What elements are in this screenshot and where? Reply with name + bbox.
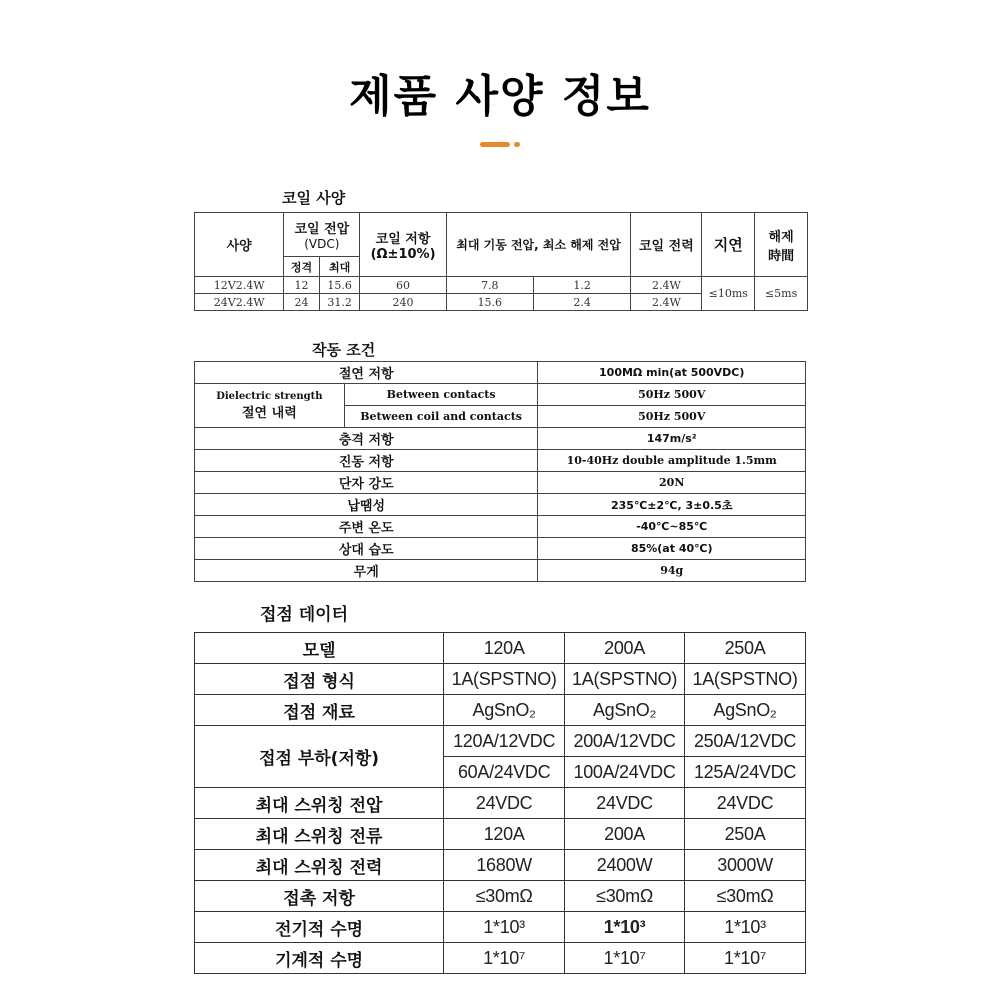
contact-row-cell: 24VDC [685,788,806,819]
contact-row-cell: 3000W [685,850,806,881]
coil-header-spec: 사양 [195,213,284,277]
coil-release-sub: 時間 [768,248,795,264]
coil-delay-value: ≤10ms [702,277,755,311]
contact-load-cell: 100A/24VDC [565,757,685,788]
contact-load-cell: 125A/24VDC [685,757,806,788]
coil-row-2-spec: 24V2.4W [195,294,284,311]
op-row-value: 94g [538,560,806,582]
op-row-label: 진동 저항 [195,450,538,472]
coil-header-pickup: 최대 기동 전압, 최소 해제 전압 [446,213,631,277]
contact-form-cell: 1A(SPSTNO) [444,664,565,695]
coil-row-2-release: 2.4 [533,294,630,311]
contact-row-cell: ≤30mΩ [444,881,565,912]
coil-row-1-pickup: 7.8 [446,277,533,294]
contact-material-cell: AgSnO₂ [444,695,565,726]
contact-row-cell: 24VDC [444,788,565,819]
op-row-value: 235℃±2℃, 3±0.5초 [538,494,806,516]
contact-row-cell: 1*10³ [685,912,806,943]
op-between-coil-value: 50Hz 500V [538,406,806,428]
contact-material-label: 접점 재료 [195,695,444,726]
coil-row-2-resistance: 240 [360,294,446,311]
op-row-label: 충격 저항 [195,428,538,450]
contact-row-label: 전기적 수명 [195,912,444,943]
contact-model-label: 모델 [195,633,444,664]
op-insulation-value: 100MΩ min(at 500VDC) [538,362,806,384]
op-row-label: 주변 온도 [195,516,538,538]
op-between-contacts-value: 50Hz 500V [538,384,806,406]
coil-header-power: 코일 전력 [631,213,702,277]
op-dielectric-label-en: Dielectric strength [216,390,323,402]
contact-form-cell: 1A(SPSTNO) [565,664,685,695]
coil-release-label: 해제 [768,229,794,245]
page-title: 제품 사양 정보 [349,71,651,122]
title-accent-bar [480,142,510,147]
coil-resistance-label: 코일 저항 [375,231,431,247]
coil-header-max: 최대 [319,257,360,277]
contact-row-label: 최대 스위칭 전력 [195,850,444,881]
coil-header-voltage [284,213,360,257]
contact-row-label: 접촉 저항 [195,881,444,912]
op-dielectric-label-ko: 절연 내력 [242,405,297,421]
contact-row-cell: 24VDC [565,788,685,819]
title-accent-dot [514,142,520,147]
coil-header-resistance [360,213,446,277]
contact-form-cell: 1A(SPSTNO) [685,664,806,695]
coil-voltage-unit: (VDC) [304,237,340,251]
contact-row-cell: 1680W [444,850,565,881]
coil-row-1-resistance: 60 [360,277,446,294]
contact-row-cell: 1*10⁷ [685,943,806,974]
coil-row-2-rated: 24 [284,294,320,311]
contact-row-cell: 1*10⁷ [565,943,685,974]
coil-resistance-unit: (Ω±10%) [370,246,436,262]
coil-row-2-pickup: 15.6 [446,294,533,311]
contact-row-label: 기계적 수명 [195,943,444,974]
op-row-label: 무게 [195,560,538,582]
coil-voltage-label: 코일 전압 [294,222,350,237]
coil-row-1-power: 2.4W [631,277,702,294]
contact-row-cell: 1*10³ [444,912,565,943]
operating-section-heading: 작동 조건 [312,341,376,359]
coil-row-1-max: 15.6 [319,277,360,294]
coil-header-rated: 정격 [284,257,320,277]
contact-load-label: 접점 부하(저항) [195,726,444,788]
op-row-label: 상대 습도 [195,538,538,560]
contact-row-cell: ≤30mΩ [685,881,806,912]
op-row-label: 납땜성 [195,494,538,516]
contact-row-cell: 1*10⁷ [444,943,565,974]
contact-section-heading: 접점 데이터 [260,605,349,625]
coil-row-1-spec: 12V2.4W [195,277,284,294]
coil-row-2-max: 31.2 [319,294,360,311]
op-row-value: 20N [538,472,806,494]
contact-material-cell: AgSnO₂ [685,695,806,726]
operating-conditions-table [194,361,806,582]
op-row-value: 10-40Hz double amplitude 1.5mm [538,450,806,472]
coil-spec-table [194,212,808,311]
coil-row-1-release: 1.2 [533,277,630,294]
contact-load-cell: 200A/12VDC [565,726,685,757]
op-between-contacts: Between contacts [344,384,538,406]
contact-row-label: 최대 스위칭 전류 [195,819,444,850]
op-between-coil: Between coil and contacts [344,406,538,428]
contact-row-cell: 1*10³ [565,912,685,943]
contact-row-cell: 2400W [565,850,685,881]
coil-row-2-power: 2.4W [631,294,702,311]
contact-row-label: 최대 스위칭 전압 [195,788,444,819]
contact-load-cell: 120A/12VDC [444,726,565,757]
contact-row-cell: 250A [685,819,806,850]
contact-model-cell: 250A [685,633,806,664]
contact-model-cell: 120A [444,633,565,664]
contact-load-cell: 60A/24VDC [444,757,565,788]
op-row-value: -40℃~85℃ [538,516,806,538]
coil-header-release [755,213,808,277]
contact-data-table [194,632,806,974]
op-row-value: 85%(at 40℃) [538,538,806,560]
coil-row-1-rated: 12 [284,277,320,294]
contact-row-cell: 200A [565,819,685,850]
contact-model-cell: 200A [565,633,685,664]
op-insulation-label: 절연 저항 [195,362,538,384]
contact-row-cell: 120A [444,819,565,850]
op-row-label: 단자 강도 [195,472,538,494]
contact-form-label: 접점 형식 [195,664,444,695]
coil-section-heading: 코일 사양 [282,189,346,207]
contact-material-cell: AgSnO₂ [565,695,685,726]
coil-header-delay: 지연 [702,213,755,277]
op-dielectric-label [195,384,345,428]
coil-release-value: ≤5ms [755,277,808,311]
contact-load-cell: 250A/12VDC [685,726,806,757]
op-row-value: 147m/s² [538,428,806,450]
contact-row-cell: ≤30mΩ [565,881,685,912]
